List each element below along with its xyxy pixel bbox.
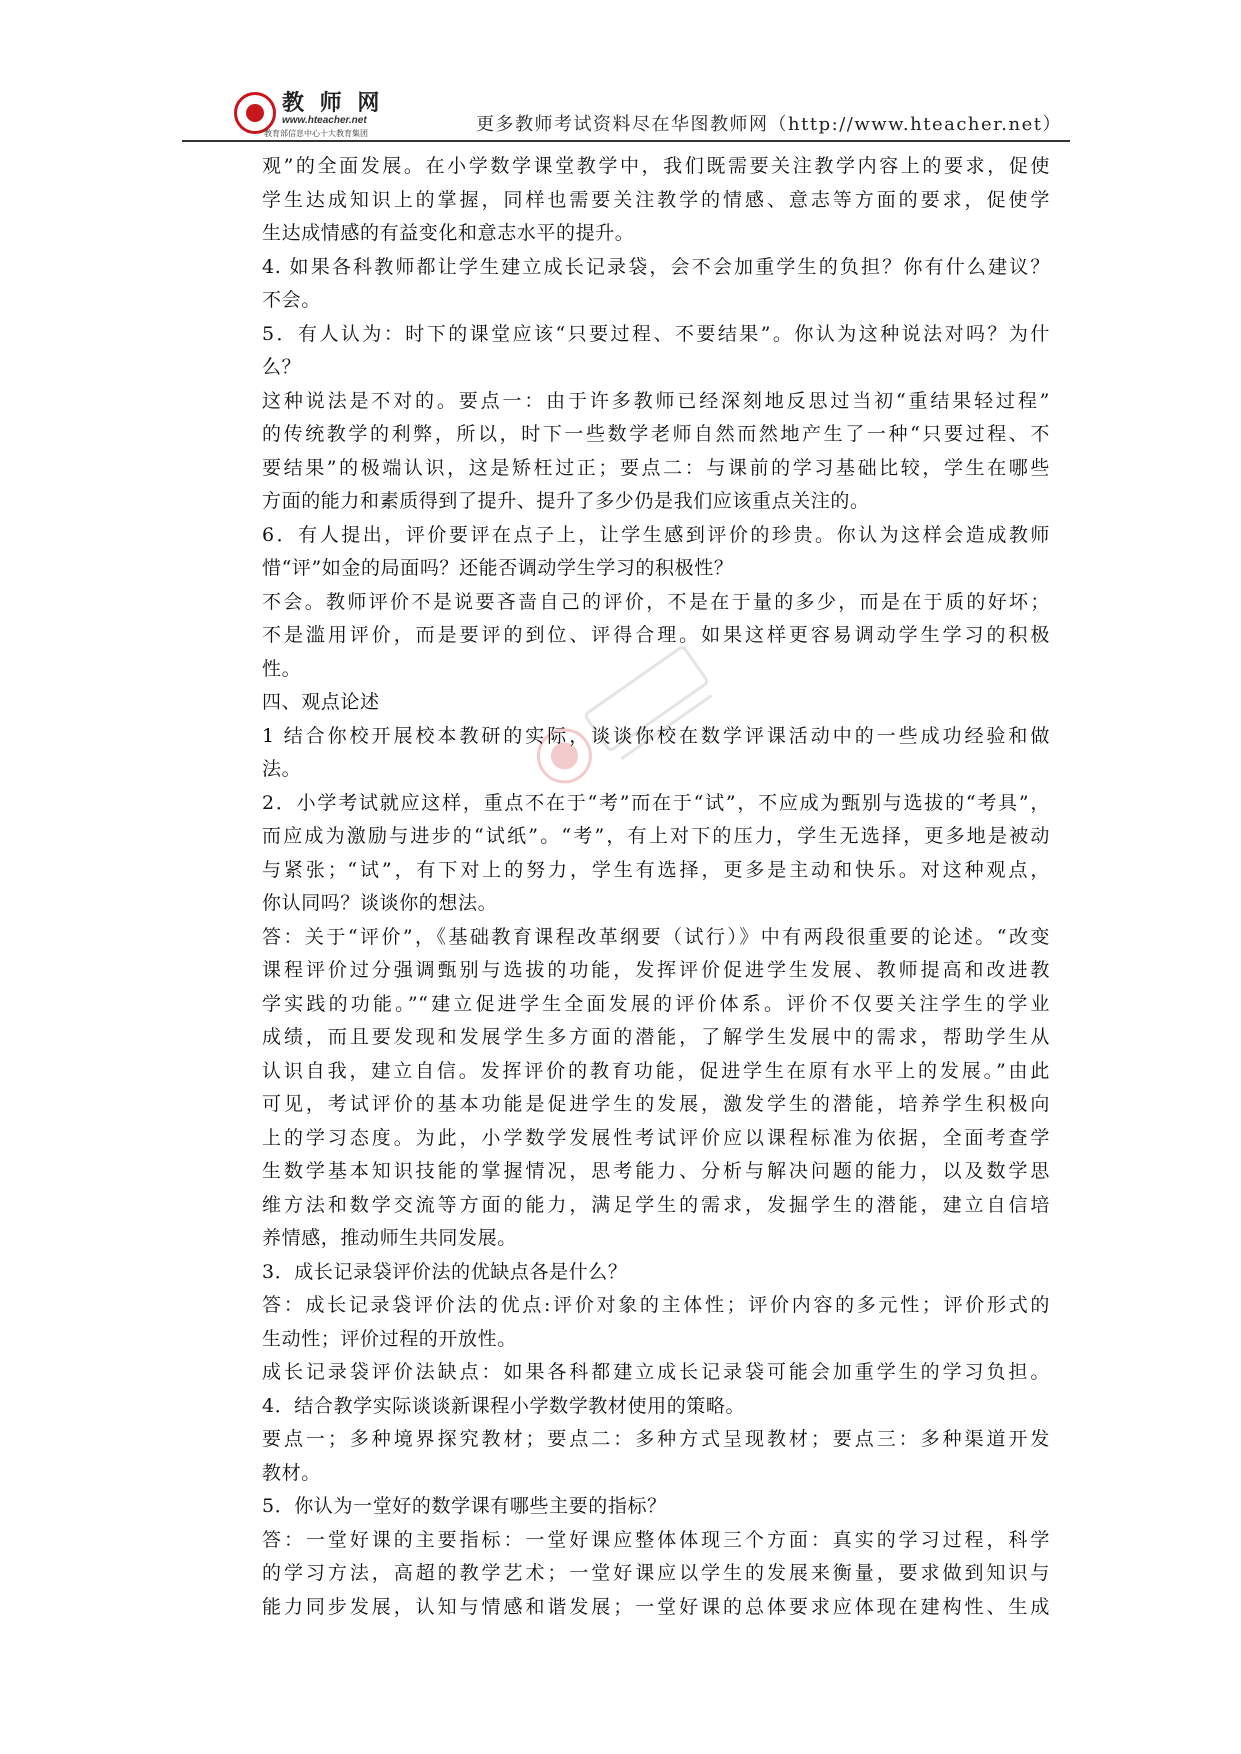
text-line: 维方法和数学交流等方面的能力，满足学生的需求，发掘学生的潜能，建立自信培 bbox=[262, 1193, 1050, 1216]
text-line: 不会。教师评价不是说要吝啬自己的评价，不是在于量的多少，而是在于质的好坏； bbox=[262, 590, 1050, 613]
header-tagline: 更多教师考试资料尽在华图教师网（http://www.hteacher.net） bbox=[476, 114, 1062, 135]
text-line: 而应成为激励与进步的“试纸”。“考”，有上对下的压力，学生无选择，更多地是被动 bbox=[262, 825, 1050, 847]
text-line: 的学习方法，高超的教学艺术；一堂好课应以学生的发展来衡量，要求做到知识与 bbox=[262, 1562, 1050, 1584]
text-line: 成长记录袋评价法缺点：如果各科都建立成长记录袋可能会加重学生的学习负担。 bbox=[262, 1361, 1050, 1383]
text-line: 惜“评”如金的局面吗？还能否调动学生学习的积极性？ bbox=[262, 557, 734, 579]
text-line: 可见，考试评价的基本功能是促进学生的发展，激发学生的潜能，培养学生积极向 bbox=[262, 1093, 1050, 1115]
text-line: 学生达成知识上的掌握，同样也需要关注教学的情感、意志等方面的要求，促使学 bbox=[262, 188, 1050, 211]
text-line: 答：一堂好课的主要指标：一堂好课应整体体现三个方面：真实的学习过程，科学 bbox=[262, 1528, 1050, 1551]
logo-caption: 教育部信息中心十大教育集团 bbox=[264, 129, 368, 138]
text-line: 认识自我，建立自信。发挥评价的教育功能，促进学生在原有水平上的发展。”由此 bbox=[262, 1059, 1050, 1082]
text-line: 4. 如果各科教师都让学生建立成长记录袋，会不会加重学生的负担？你有什么建议？ bbox=[262, 255, 1050, 278]
text-line: 法。 bbox=[262, 758, 302, 780]
text-line: 生动性；评价过程的开放性。 bbox=[262, 1327, 517, 1350]
text-line: 的传统教学的利弊，所以，时下一些数学老师自然而然地产生了一种“只要过程、不 bbox=[262, 423, 1050, 445]
text-line: 这种说法是不对的。要点一：由于许多教师已经深刻地反思过当初“重结果轻过程” bbox=[262, 389, 1050, 412]
logo-url: www.hteacher.net bbox=[282, 115, 367, 126]
text-line: 6．有人提出，评价要评在点子上，让学生感到评价的珍贵。你认为这样会造成教师 bbox=[262, 523, 1050, 546]
text-line: 上的学习态度。为此，小学数学发展性考试评价应以课程标准为依据，全面考查学 bbox=[262, 1126, 1050, 1149]
text-line: 1 结合你校开展校本教研的实际，谈谈你校在数学评课活动中的一些成功经验和做 bbox=[262, 724, 1050, 747]
text-line: 2．小学考试就应这样，重点不在于“考”而在于“试”，不应成为甄别与选拔的“考具”， bbox=[262, 791, 1050, 814]
text-line: 你认同吗？谈谈你的想法。 bbox=[262, 892, 498, 914]
text-line: 课程评价过分强调甄别与选拔的功能，发挥评价促进学生发展、教师提高和改进教 bbox=[262, 959, 1050, 981]
text-line: 四、观点论述 bbox=[262, 691, 380, 713]
document-body bbox=[262, 150, 1050, 1624]
text-line: 不会。 bbox=[262, 289, 321, 311]
text-line: 教材。 bbox=[262, 1461, 321, 1484]
site-logo bbox=[234, 86, 384, 142]
text-line: 4．结合教学实际谈谈新课程小学数学教材使用的策略。 bbox=[262, 1394, 746, 1417]
text-line: 方面的能力和素质得到了提升、提升了多少仍是我们应该重点关注的。 bbox=[262, 490, 870, 512]
text-line: 性。 bbox=[262, 657, 302, 680]
text-line: 学实践的功能。”“建立促进学生全面发展的评价体系。评价不仅要关注学生的学业 bbox=[262, 992, 1050, 1015]
text-line: 5．有人认为：时下的课堂应该“只要过程、不要结果”。你认为这种说法对吗？为什 bbox=[262, 322, 1050, 345]
text-line: 么？ bbox=[262, 356, 302, 378]
text-line: 生达成情感的有益变化和意志水平的提升。 bbox=[262, 222, 635, 244]
text-line: 生数学基本知识技能的掌握情况，思考能力、分析与解决问题的能力，以及数学思 bbox=[262, 1160, 1050, 1182]
text-line: 不是滥用评价，而是要评的到位、评得合理。如果这样更容易调动学生学习的积极 bbox=[262, 624, 1050, 646]
text-line: 3．成长记录袋评价法的优缺点各是什么？ bbox=[262, 1260, 628, 1283]
text-line: 与紧张；“试”，有下对上的努力，学生有选择，更多是主动和快乐。对这种观点， bbox=[262, 858, 1050, 881]
page-header bbox=[182, 80, 1070, 142]
text-line: 答：关于“评价”，《基础教育课程改革纲要（试行）》中有两段很重要的论述。“改变 bbox=[262, 925, 1050, 948]
text-line: 成绩，而且要发现和发展学生多方面的潜能，了解学生发展中的需求，帮助学生从 bbox=[262, 1026, 1050, 1048]
text-line: 观”的全面发展。在小学数学课堂教学中，我们既需要关注教学内容上的要求，促使 bbox=[262, 155, 1050, 177]
header-divider bbox=[182, 140, 1070, 142]
text-line: 5．你认为一堂好的数学课有哪些主要的指标？ bbox=[262, 1495, 667, 1517]
text-line: 能力同步发展，认知与情感和谐发展；一堂好课的总体要求应体现在建构性、生成 bbox=[262, 1595, 1050, 1618]
text-line: 要点一；多种境界探究教材；要点二：多种方式呈现教材；要点三：多种渠道开发 bbox=[262, 1428, 1050, 1450]
text-line: 养情感，推动师生共同发展。 bbox=[262, 1227, 517, 1249]
logo-name: 教 师 网 bbox=[282, 91, 384, 116]
text-line: 答：成长记录袋评价法的优点:评价对象的主体性；评价内容的多元性；评价形式的 bbox=[262, 1294, 1050, 1316]
text-line: 要结果”的极端认识，这是矫枉过正；要点二：与课前的学习基础比较，学生在哪些 bbox=[262, 456, 1050, 479]
